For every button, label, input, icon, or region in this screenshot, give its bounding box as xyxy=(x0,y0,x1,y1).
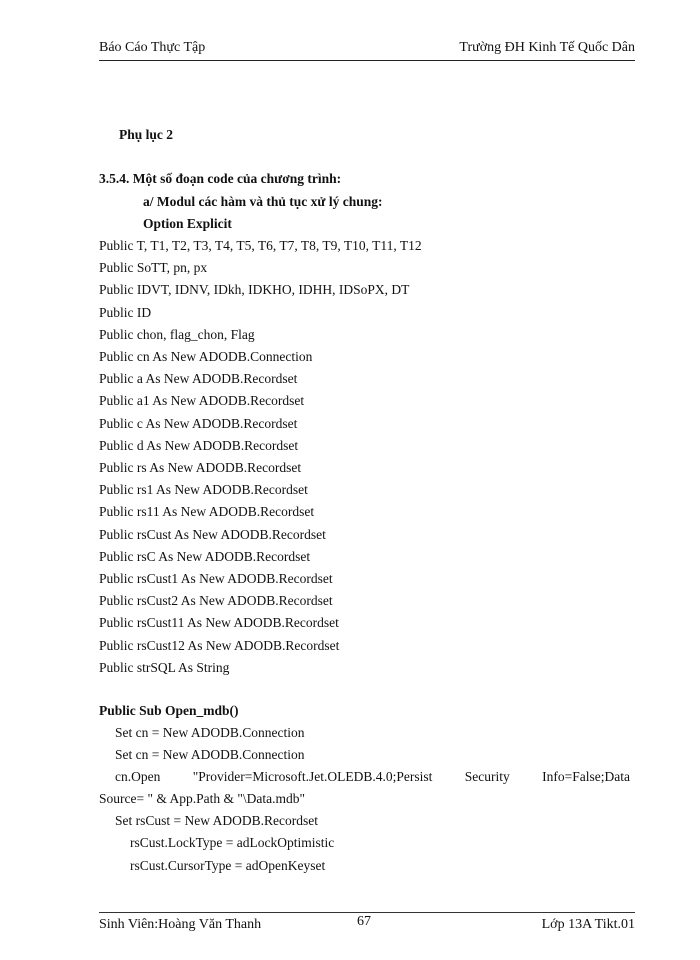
code-line: rsCust.LockType = adLockOptimistic xyxy=(130,835,335,850)
declaration-line: Public rsC As New ADODB.Recordset xyxy=(99,548,311,564)
declaration-line: Public rs11 As New ADODB.Recordset xyxy=(99,504,315,520)
footer-student: Sinh Viên:Hoàng Văn Thanh xyxy=(99,917,262,932)
code-line: Set cn = New ADODB.Connection xyxy=(115,725,305,740)
page-number: 67 xyxy=(357,914,371,929)
declaration-line: Public rsCust1 As New ADODB.Recordset xyxy=(99,571,333,586)
declaration-line: Public IDVT, IDNV, IDkh, IDKHO, IDHH, IDSoPX, DT xyxy=(99,282,410,298)
declaration-line: Public c As New ADODB.Recordset xyxy=(99,415,298,431)
code-line: Set rsCust = New ADODB.Recordset xyxy=(115,813,318,828)
declaration-line: Public rsCust2 As New ADODB.Recordset xyxy=(99,593,333,609)
declaration-line: Public a1 As New ADODB.Recordset xyxy=(99,393,305,409)
section-heading: 3.5.4. Một số đoạn code của chương trình: xyxy=(99,171,342,186)
declaration-line: Public chon, flag_chon, Flag xyxy=(99,326,255,342)
header-left: Báo Cáo Thực Tập xyxy=(99,40,206,55)
footer-class: Lớp 13A Tikt.01 xyxy=(541,917,635,932)
code-line: rsCust.CursorType = adOpenKeyset xyxy=(130,858,326,873)
subsection-heading: a/ Modul các hàm và thủ tục xử lý chung: xyxy=(143,194,383,209)
option-explicit: Option Explicit xyxy=(143,216,232,231)
declaration-line: Public rsCust12 As New ADODB.Recordset xyxy=(99,637,340,653)
code-line: Set cn = New ADODB.Connection xyxy=(115,747,305,762)
code-line: cn.Open "Provider=Microsoft.Jet.OLEDB.4.0;Persist Security Info=False;Data xyxy=(115,769,630,784)
declaration-line: Public strSQL As String xyxy=(99,659,230,675)
declaration-line: Public rs1 As New ADODB.Recordset xyxy=(99,482,308,498)
declaration-line: Public rs As New ADODB.Recordset xyxy=(99,460,302,475)
code-line: Source= " & App.Path & "\Data.mdb" xyxy=(99,791,306,806)
page-footer xyxy=(99,912,635,939)
declaration-line: Public cn As New ADODB.Connection xyxy=(99,349,313,364)
declaration-line: Public T, T1, T2, T3, T4, T5, T6, T7, T8, T9, T10, T11, T12 xyxy=(99,238,422,253)
sub-header: Public Sub Open_mdb() xyxy=(99,703,239,718)
header-right: Trường ĐH Kinh Tế Quốc Dân xyxy=(459,40,635,55)
declaration-line: Public rsCust As New ADODB.Recordset xyxy=(99,526,326,542)
page-header xyxy=(99,38,635,61)
declaration-line: Public d As New ADODB.Recordset xyxy=(99,437,299,453)
declaration-line: Public SoTT, pn, px xyxy=(99,260,208,276)
declaration-line: Public a As New ADODB.Recordset xyxy=(99,371,298,387)
declaration-line: Public rsCust11 As New ADODB.Recordset xyxy=(99,615,339,631)
appendix-title: Phụ lục 2 xyxy=(119,127,174,142)
declaration-line: Public ID xyxy=(99,304,152,320)
